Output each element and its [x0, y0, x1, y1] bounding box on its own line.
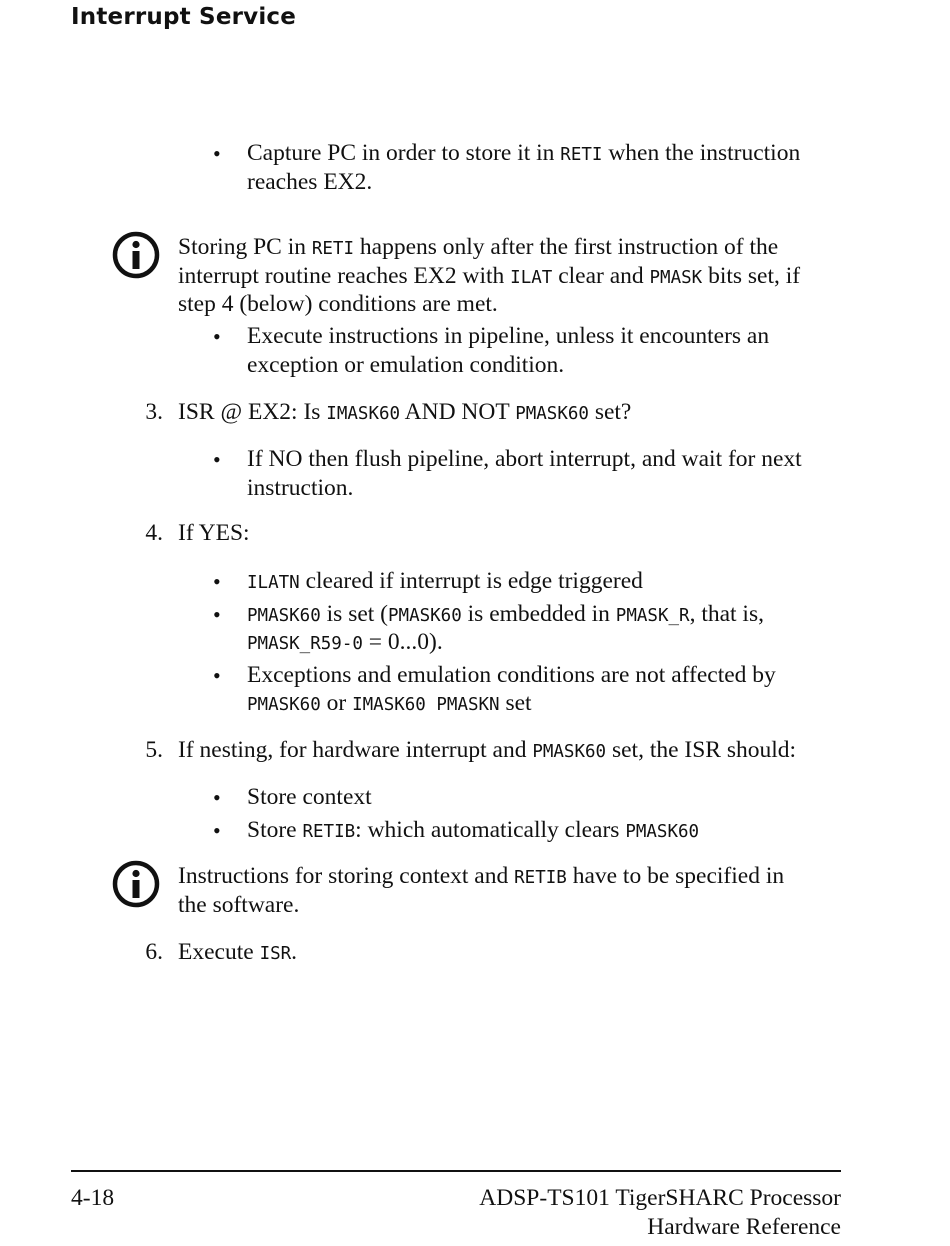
note1-line-2: interrupt routine reaches EX2 with ILAT clear and PMASK bits set, if [178, 263, 801, 289]
step3-bullet-line-1: If NO then flush pipeline, abort interrupt, and wait for next [247, 446, 802, 472]
bullet-marker: • [213, 785, 221, 810]
info-icon [112, 860, 160, 908]
execute-line-1: Execute instructions in pipeline, unless it encounters an [247, 323, 770, 349]
step3-bullet-line-2: instruction. [247, 475, 354, 501]
step-number: 4. [145, 520, 163, 546]
step4-bullet-2-line-2: PMASK_R59-0 = 0...0). [247, 629, 443, 655]
step5-bullet-1: Store context [247, 784, 372, 810]
footer-book-title [479, 1184, 841, 1242]
note1-line-1: Storing PC in RETI happens only after the first instruction of the [178, 234, 779, 260]
capture-pc-line-1: Capture PC in order to store it in RETI when the instruction [247, 140, 801, 166]
bullet-marker: • [213, 602, 221, 627]
page-number: 4-18 [71, 1185, 115, 1211]
footer-rule [71, 1170, 841, 1172]
note1-line-3: step 4 (below) conditions are met. [178, 291, 498, 317]
step6-text: Execute ISR. [178, 939, 298, 965]
step5-text: If nesting, for hardware interrupt and PMASK60 set, the ISR should: [178, 737, 797, 763]
bullet-marker: • [213, 818, 221, 843]
step4-text: If YES: [178, 520, 250, 546]
step3-text: ISR @ EX2: Is IMASK60 AND NOT PMASK60 set? [178, 399, 632, 425]
bullet-marker: • [213, 663, 221, 688]
step4-bullet-3-line-1: Exceptions and emulation conditions are not affected by [247, 662, 776, 688]
step4-bullet-1: ILATN cleared if interrupt is edge triggered [247, 568, 643, 594]
step-number: 5. [145, 737, 163, 763]
running-header: Interrupt Service [71, 4, 297, 30]
info-icon [112, 231, 160, 279]
step-number: 3. [145, 399, 163, 425]
note2-line-1: Instructions for storing context and RETIB have to be specified in [178, 863, 785, 889]
footer-title-line-1: ADSP-TS101 TigerSHARC Processor [479, 1185, 841, 1211]
footer-title-line-2: Hardware Reference [647, 1214, 841, 1240]
bullet-marker: • [213, 447, 221, 472]
step4-bullet-2-line-1: PMASK60 is set (PMASK60 is embedded in PMASK_R, that is, [247, 601, 764, 627]
step5-bullet-2: Store RETIB: which automatically clears PMASK60 [247, 817, 700, 843]
bullet-marker: • [213, 324, 221, 349]
bullet-marker: • [213, 569, 221, 594]
note2-line-2: the software. [178, 892, 300, 918]
step4-bullet-3-line-2: PMASK60 or IMASK60 PMASKN set [247, 690, 532, 716]
capture-pc-line-2: reaches EX2. [247, 169, 373, 195]
step-number: 6. [145, 939, 163, 965]
execute-line-2: exception or emulation condition. [247, 352, 565, 378]
bullet-marker: • [213, 141, 221, 166]
